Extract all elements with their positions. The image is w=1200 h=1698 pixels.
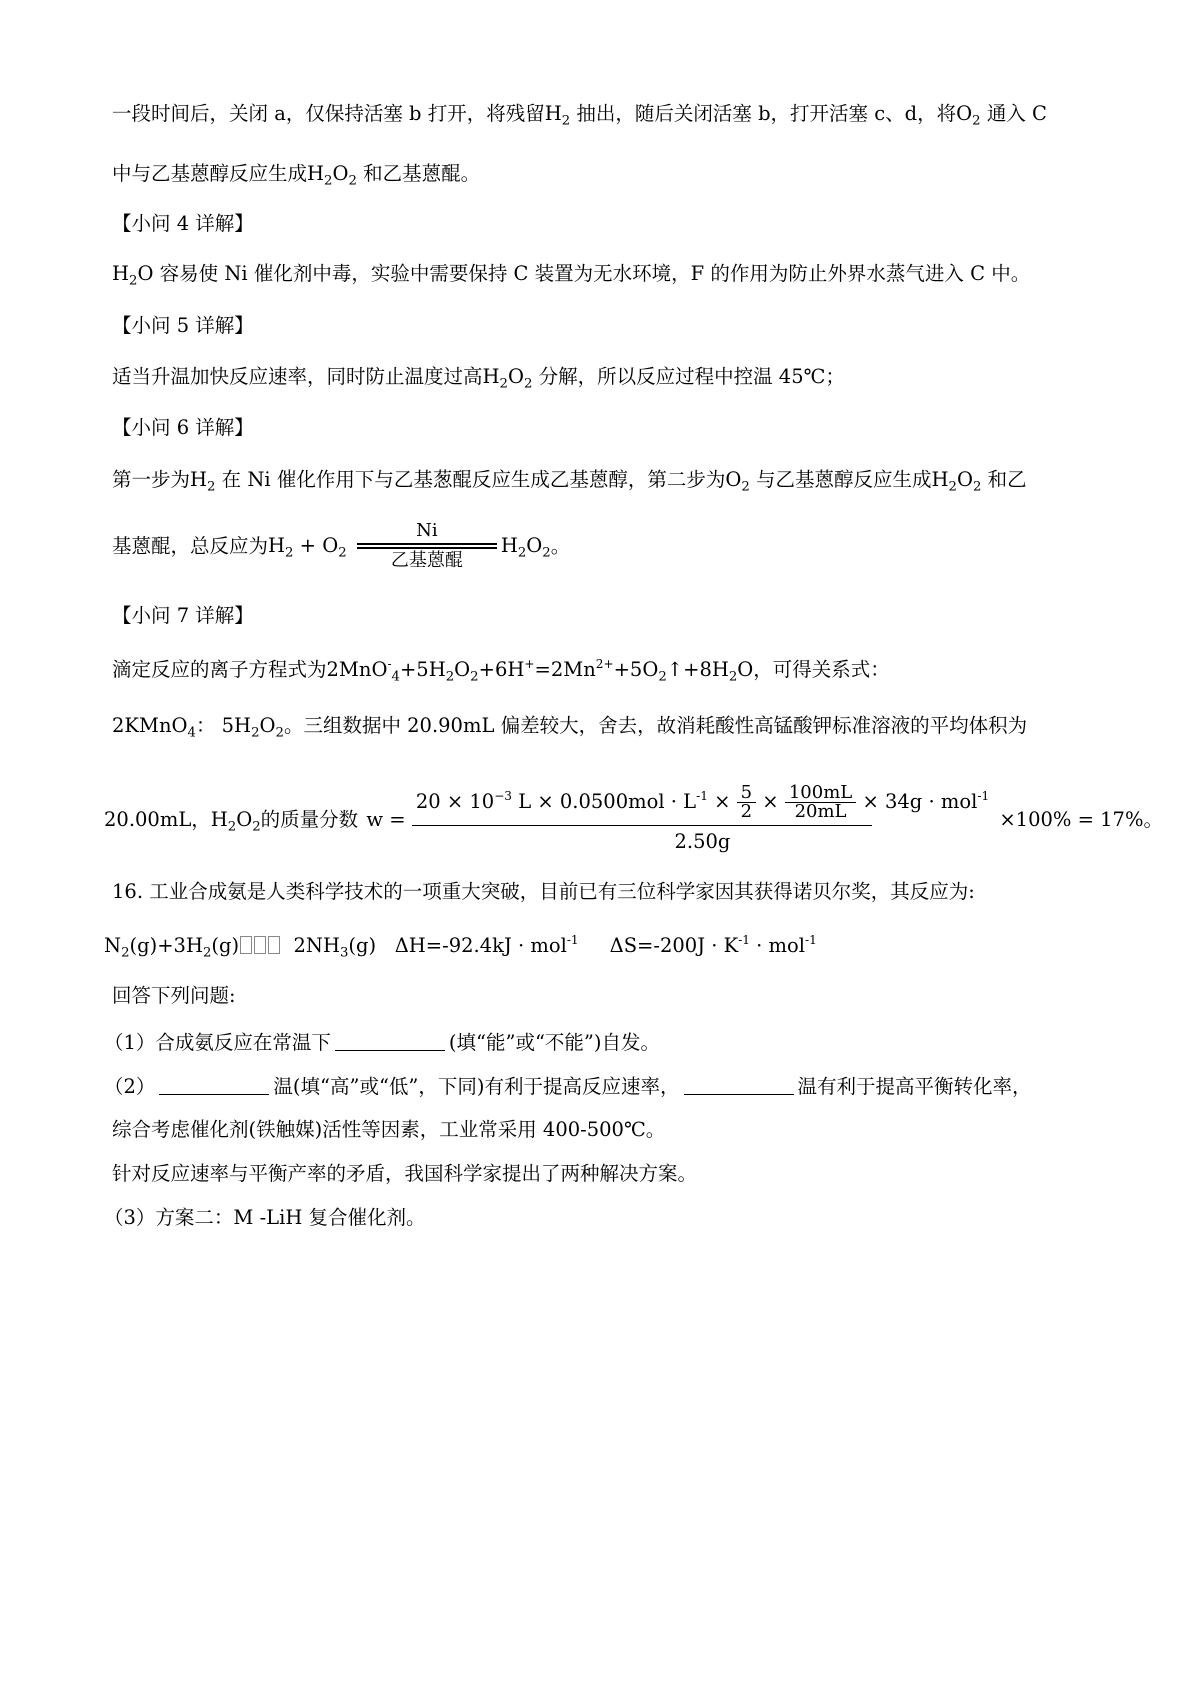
text: 基蒽醌，总反应为 [112,534,269,558]
equilibrium-arrow-icon [240,936,252,954]
text: 和乙基蒽醌。 [363,162,481,185]
text: 抽出，随后关闭活塞 b，打开活塞 c、d，将 [576,102,957,125]
section-heading-q4: 【小问 4 详解】 [112,212,254,235]
equilibrium-arrow-icon [268,936,280,954]
sub-question-2-line-3: 针对反应速率与平衡产率的矛盾，我国科学家提出了两种解决方案。 [112,1162,698,1185]
sub-question-3: （3）方案二：M -LiH 复合催化剂。 [104,1206,426,1229]
ammonia-equation: $N_2(g)+3H_2(g)$ $2NH_3(g) \Delta H=-92.4kJ \cdot mol^{-1}$ $\Delta S=-200J \cdot K^{-1} \cdot mol^{-1}$ [104,933,817,961]
sub-question-1 [104,1032,660,1053]
q4-explanation: $H_2O$ 容易使 Ni 催化剂中毒，实验中需要保持 C 装置为无水环境，F 的作用为防止外界水蒸气进入 C 中。 [112,262,1031,289]
text: ，可得关系式： [753,658,890,681]
q7-relation-line: 2KMnO$_4$： $5H_2O_2$。三组数据中 20.90mL 偏差较大，舍去，故消耗酸性高锰酸钾标准溶液的平均体积为 [112,714,1028,741]
text: （2） [104,1075,156,1098]
mass-fraction-formula: $20 \times 10^{-3}$ $L \times 0.0500mol \cdot L^{-1}$ × $\frac{5}{2}$ × $\frac{100mL}{20mL}$ × 34g · mol$^{-1}$ 2.50g [412,784,993,852]
answer-prompt: 回答下列问题: [112,984,236,1007]
paragraph-line-1: 一段时间后，关闭 a，仅保持活塞 b 打开，将残留$H_2$ 抽出，随后关闭活塞 b，打开活塞 c、d，将$O_2$ 通入 C [112,102,1047,129]
text: （1）合成氨反应在常温下 [104,1031,331,1054]
ratio-fraction: $\frac{5}{2}$ [737,784,756,821]
text: w = [366,808,406,831]
q6-explanation-line-2: 基蒽醌，总反应为$H_2 + O_2$ Ni 乙基蒽醌 $H_2O_2$。 [112,520,571,571]
text: (填“能”或“不能”)自发。 [448,1031,661,1054]
volume-fraction: $\frac{100mL}{20mL}$ [785,784,856,821]
text: 中与乙基蒽醇反应生成 [112,162,308,185]
result-text: ×100% = 17% [999,808,1144,831]
sub-question-2-line-1 [104,1076,1032,1097]
text: 容易使 Ni 催化剂中毒，实验中需要保持 C 装置为无水环境，F 的作用为防止外界水蒸气进入 C 中。 [159,262,1031,285]
section-heading-q6: 【小问 6 详解】 [112,416,254,439]
paragraph-line-2: 中与乙基蒽醇反应生成$H_2O_2$ 和乙基蒽醌。 [112,162,481,189]
text: 温有利于提高平衡转化率， [797,1075,1032,1098]
text: 的质量分数 [260,808,359,831]
condition-label: 乙基蒽醌 [390,550,463,571]
entropy-change: ΔS=-200J · K [609,934,739,957]
equilibrium-arrow-icon [254,936,266,954]
text: 。 [550,534,571,558]
q6-explanation-line-1: 第一步为$H_2$ 在 Ni 催化作用下与乙基葱醌反应生成乙基蒽醇，第二步为$O_2$ 与乙基蒽醇反应生成$H_2O_2$ 和乙 [112,468,1027,495]
q7-mass-fraction-line: 20.00mL，$H_2O_2$的质量分数 w = $20 \times 10^{-3}$ $L \times 0.0500mol \cdot L^{-1}$ × $\frac{5}{2}$ × $\frac{100mL}{20mL}$ × 34g · mol$^{-1}$ 2.50g ×100% = 17%。 [104,782,1164,853]
text: 分解，所以反应过程中控温 45℃； [538,365,845,388]
enthalpy-change: ΔH=-92.4kJ · mol [394,934,567,957]
question-16-intro: 16. 工业合成氨是人类科学技术的一项重大突破，目前已有三位科学家因其获得诺贝尔奖，其反应为: [112,880,975,903]
reaction-condition-arrow [357,522,497,570]
denominator: 2.50g [674,830,731,853]
text: 适当升温加快反应速率，同时防止温度过高 [112,365,483,388]
text: 与乙基蒽醇反应生成 [756,468,932,491]
text: 20.00mL， [104,808,211,831]
q5-explanation: 适当升温加快反应速率，同时防止温度过高$H_2O_2$ 分解，所以反应过程中控温 45℃； [112,365,845,392]
text: 通入 C [986,102,1047,125]
text: 。 [1143,808,1164,831]
answer-blank[interactable] [684,1076,794,1095]
text: 滴定反应的离子方程式为 [112,658,327,681]
answer-blank[interactable] [159,1076,269,1095]
text: 第一步为 [112,468,191,491]
section-heading-q7: 【小问 7 详解】 [112,604,254,627]
text: 和乙 [987,468,1027,491]
text: 。三组数据中 20.90mL 偏差较大，舍去，故消耗酸性高锰酸钾标准溶液的平均体积为 [283,714,1028,737]
q7-ionic-equation-line: 滴定反应的离子方程式为$2MnO^-_4+5H_2O_2+6H^+=2Mn^{2+}+5O_2↑+8H_2O$，可得关系式： [112,657,890,685]
text: 一段时间后，关闭 a，仅保持活塞 b 打开，将残留 [112,102,545,125]
text: 在 Ni 催化作用下与乙基葱醌反应生成乙基蒽醇，第二步为 [221,468,726,491]
answer-blank[interactable] [335,1032,445,1051]
section-heading-q5: 【小问 5 详解】 [112,314,254,337]
text: 温(填“高”或“低”，下同)有利于提高反应速率， [273,1075,680,1098]
catalyst-label: Ni [416,520,438,541]
sub-question-2-line-2: 综合考虑催化剂(铁触媒)活性等因素，工业常采用 400-500℃。 [112,1118,666,1141]
